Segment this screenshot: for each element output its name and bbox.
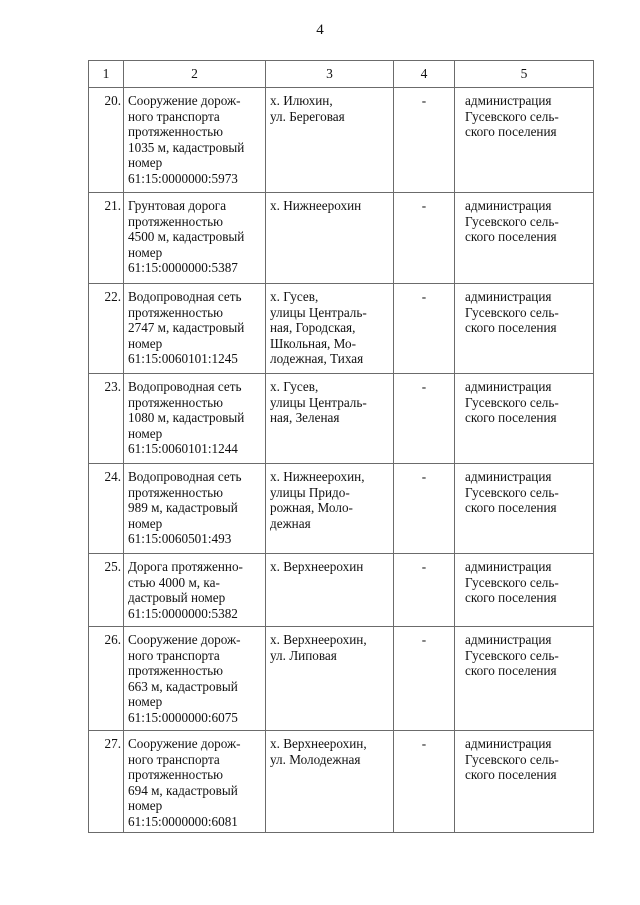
row-number: 22. [89,284,124,374]
object-name [124,374,266,464]
table-row [89,284,594,374]
document-cell: - [394,464,455,554]
object-location-text: х. Верхнеерохин, ул. Липовая [270,632,367,663]
table-row [89,193,594,284]
object-owner [455,88,594,193]
row-number: 20. [89,88,124,193]
row-number: 23. [89,374,124,464]
object-owner [455,731,594,833]
object-owner-text: администрация Гусевского сель- ского поселения [465,469,559,515]
table-header-row [89,61,594,88]
document-cell: - [394,88,455,193]
object-name-text: Дорога протяженно- стью 4000 м, ка- дастровый номер 61:15:0000000:5382 [128,559,243,621]
object-owner-text: администрация Гусевского сель- ского поселения [465,198,559,244]
object-name-text: Водопроводная сеть протяженностью 1080 м, кадастровый номер 61:15:0060101:1244 [128,379,245,456]
object-name [124,731,266,833]
object-location [266,193,394,284]
row-number: 21. [89,193,124,284]
object-name-text: Сооружение дорож- ного транспорта протяженностью 694 м, кадастровый номер 61:15:0000000:6081 [128,736,241,829]
object-location-text: х. Верхнеерохин, ул. Молодежная [270,736,367,767]
object-location-text: х. Гусев, улицы Централь- ная, Городская, Школьная, Мо- лодежная, Тихая [270,289,367,366]
document-cell: - [394,554,455,627]
object-owner [455,374,594,464]
object-location [266,284,394,374]
object-name-text: Сооружение дорож- ного транспорта протяженностью 1035 м, кадастровый номер 61:15:0000000:5973 [128,93,245,186]
table-row [89,554,594,627]
object-owner [455,554,594,627]
object-name [124,627,266,731]
object-name [124,193,266,284]
object-location-text: х. Илюхин, ул. Береговая [270,93,345,124]
object-location [266,731,394,833]
object-location [266,88,394,193]
object-owner-text: администрация Гусевского сель- ского поселения [465,93,559,139]
row-number: 27. [89,731,124,833]
column-header: 4 [394,61,455,88]
object-owner [455,193,594,284]
object-name-text: Грунтовая дорога протяженностью 4500 м, кадастровый номер 61:15:0000000:5387 [128,198,245,275]
page-number: 4 [316,22,324,38]
object-location [266,374,394,464]
column-header: 3 [266,61,394,88]
table-row [89,88,594,193]
document-cell: - [394,374,455,464]
object-name [124,464,266,554]
object-owner-text: администрация Гусевского сель- ского поселения [465,289,559,335]
row-number: 25. [89,554,124,627]
object-owner-text: администрация Гусевского сель- ского поселения [465,632,559,678]
object-location-text: х. Верхнеерохин [270,559,364,574]
object-owner-text: администрация Гусевского сель- ского поселения [465,736,559,782]
object-name-text: Водопроводная сеть протяженностью 989 м, кадастровый номер 61:15:0060501:493 [128,469,242,546]
object-location [266,554,394,627]
document-cell: - [394,284,455,374]
object-location-text: х. Нижнеерохин [270,198,362,213]
object-name [124,554,266,627]
object-name [124,88,266,193]
column-header: 1 [89,61,124,88]
object-location [266,627,394,731]
column-header: 2 [124,61,266,88]
object-location-text: х. Гусев, улицы Централь- ная, Зеленая [270,379,367,425]
document-cell: - [394,627,455,731]
document-cell: - [394,193,455,284]
object-location [266,464,394,554]
object-name-text: Сооружение дорож- ного транспорта протяженностью 663 м, кадастровый номер 61:15:0000000:6075 [128,632,241,725]
object-owner [455,284,594,374]
object-location-text: х. Нижнеерохин, улицы Придо- рожная, Моло- дежная [270,469,365,531]
object-owner [455,627,594,731]
object-name [124,284,266,374]
document-cell: - [394,731,455,833]
object-owner-text: администрация Гусевского сель- ского поселения [465,379,559,425]
table-row [89,374,594,464]
object-owner-text: администрация Гусевского сель- ского поселения [465,559,559,605]
object-name-text: Водопроводная сеть протяженностью 2747 м, кадастровый номер 61:15:0060101:1245 [128,289,245,366]
property-registry-table [88,60,594,833]
table-row [89,731,594,833]
table-row [89,627,594,731]
row-number: 24. [89,464,124,554]
column-header: 5 [455,61,594,88]
row-number: 26. [89,627,124,731]
object-owner [455,464,594,554]
table-row [89,464,594,554]
